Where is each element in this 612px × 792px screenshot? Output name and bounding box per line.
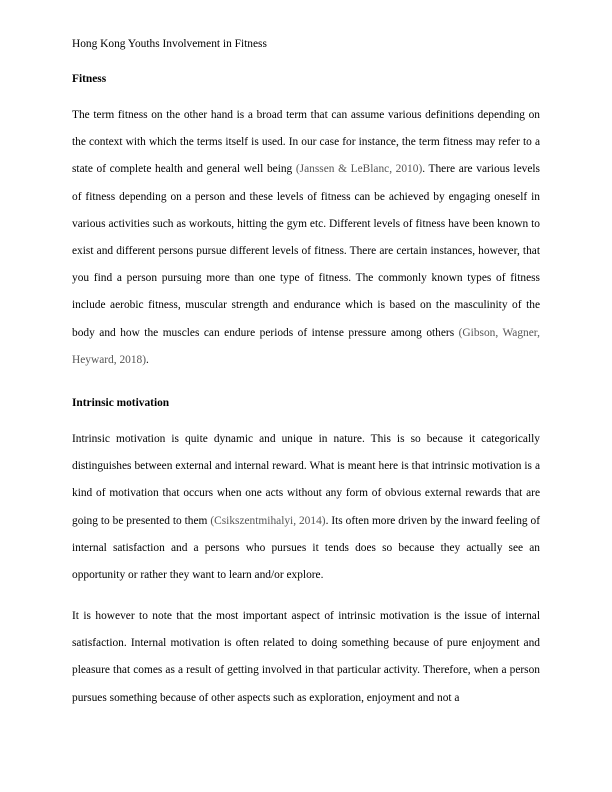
running-header: Hong Kong Youths Involvement in Fitness <box>72 38 267 50</box>
paragraph-text: . <box>146 353 149 366</box>
section-heading-intrinsic-motivation: Intrinsic motivation <box>72 397 170 409</box>
citation-janssen-leblanc: (Janssen & LeBlanc, 2010) <box>295 163 423 176</box>
section-heading-fitness: Fitness <box>72 73 107 85</box>
citation-gibson-wagner-heyward: (Gibson, Wagner, Heyward, 2018) <box>72 326 540 366</box>
paragraph-fitness <box>72 102 540 374</box>
paragraph-text: . Its often more driven by the inward feeling of internal satisfaction and a persons who pursues it tends does so because they actually see an opportunity or rather they want to learn and/or explore. <box>72 514 540 582</box>
paragraph-intrinsic-2: It is however to note that the most important aspect of intrinsic motivation is the issue of internal satisfaction. Internal motivation is often related to doing something because of pure enjoyment and pleasure that comes as a result of getting involved in that particular activity. Therefore, when a person pursues something because of other aspects such as exploration, enjoyment and not a <box>72 610 540 704</box>
paragraph-intrinsic-1 <box>72 426 540 589</box>
paragraph-text: . There are various levels of fitness depending on a person and these levels of fitness can be achieved by engaging oneself in various activities such as workouts, hitting the gym etc. Different levels of fitness have been known to exist and different persons pursue different levels of fitness. There are certain instances, however, that you find a person pursuing more than one type of fitness. The commonly known types of fitness include aerobic fitness, muscular strength and endurance which is based on the masculinity of the body and how the muscles can endure periods of intense pressure among others <box>72 163 540 339</box>
paragraph-text: The term fitness on the other hand is a broad term that can assume various definitions depending on the context with which the terms itself is used. In our case for instance, the term fitness may refer to a state of complete health and general well being <box>72 109 540 176</box>
citation-csikszentmihalyi: (Csikszentmihalyi, 2014) <box>210 514 326 527</box>
paragraph-text: Intrinsic motivation is quite dynamic and unique in nature. This is so because it categorically distinguishes between external and internal reward. What is meant here is that intrinsic motivation is a kind of motivation that occurs when one acts without any form of obvious external rewards that are going to be presented to them <box>72 433 540 527</box>
